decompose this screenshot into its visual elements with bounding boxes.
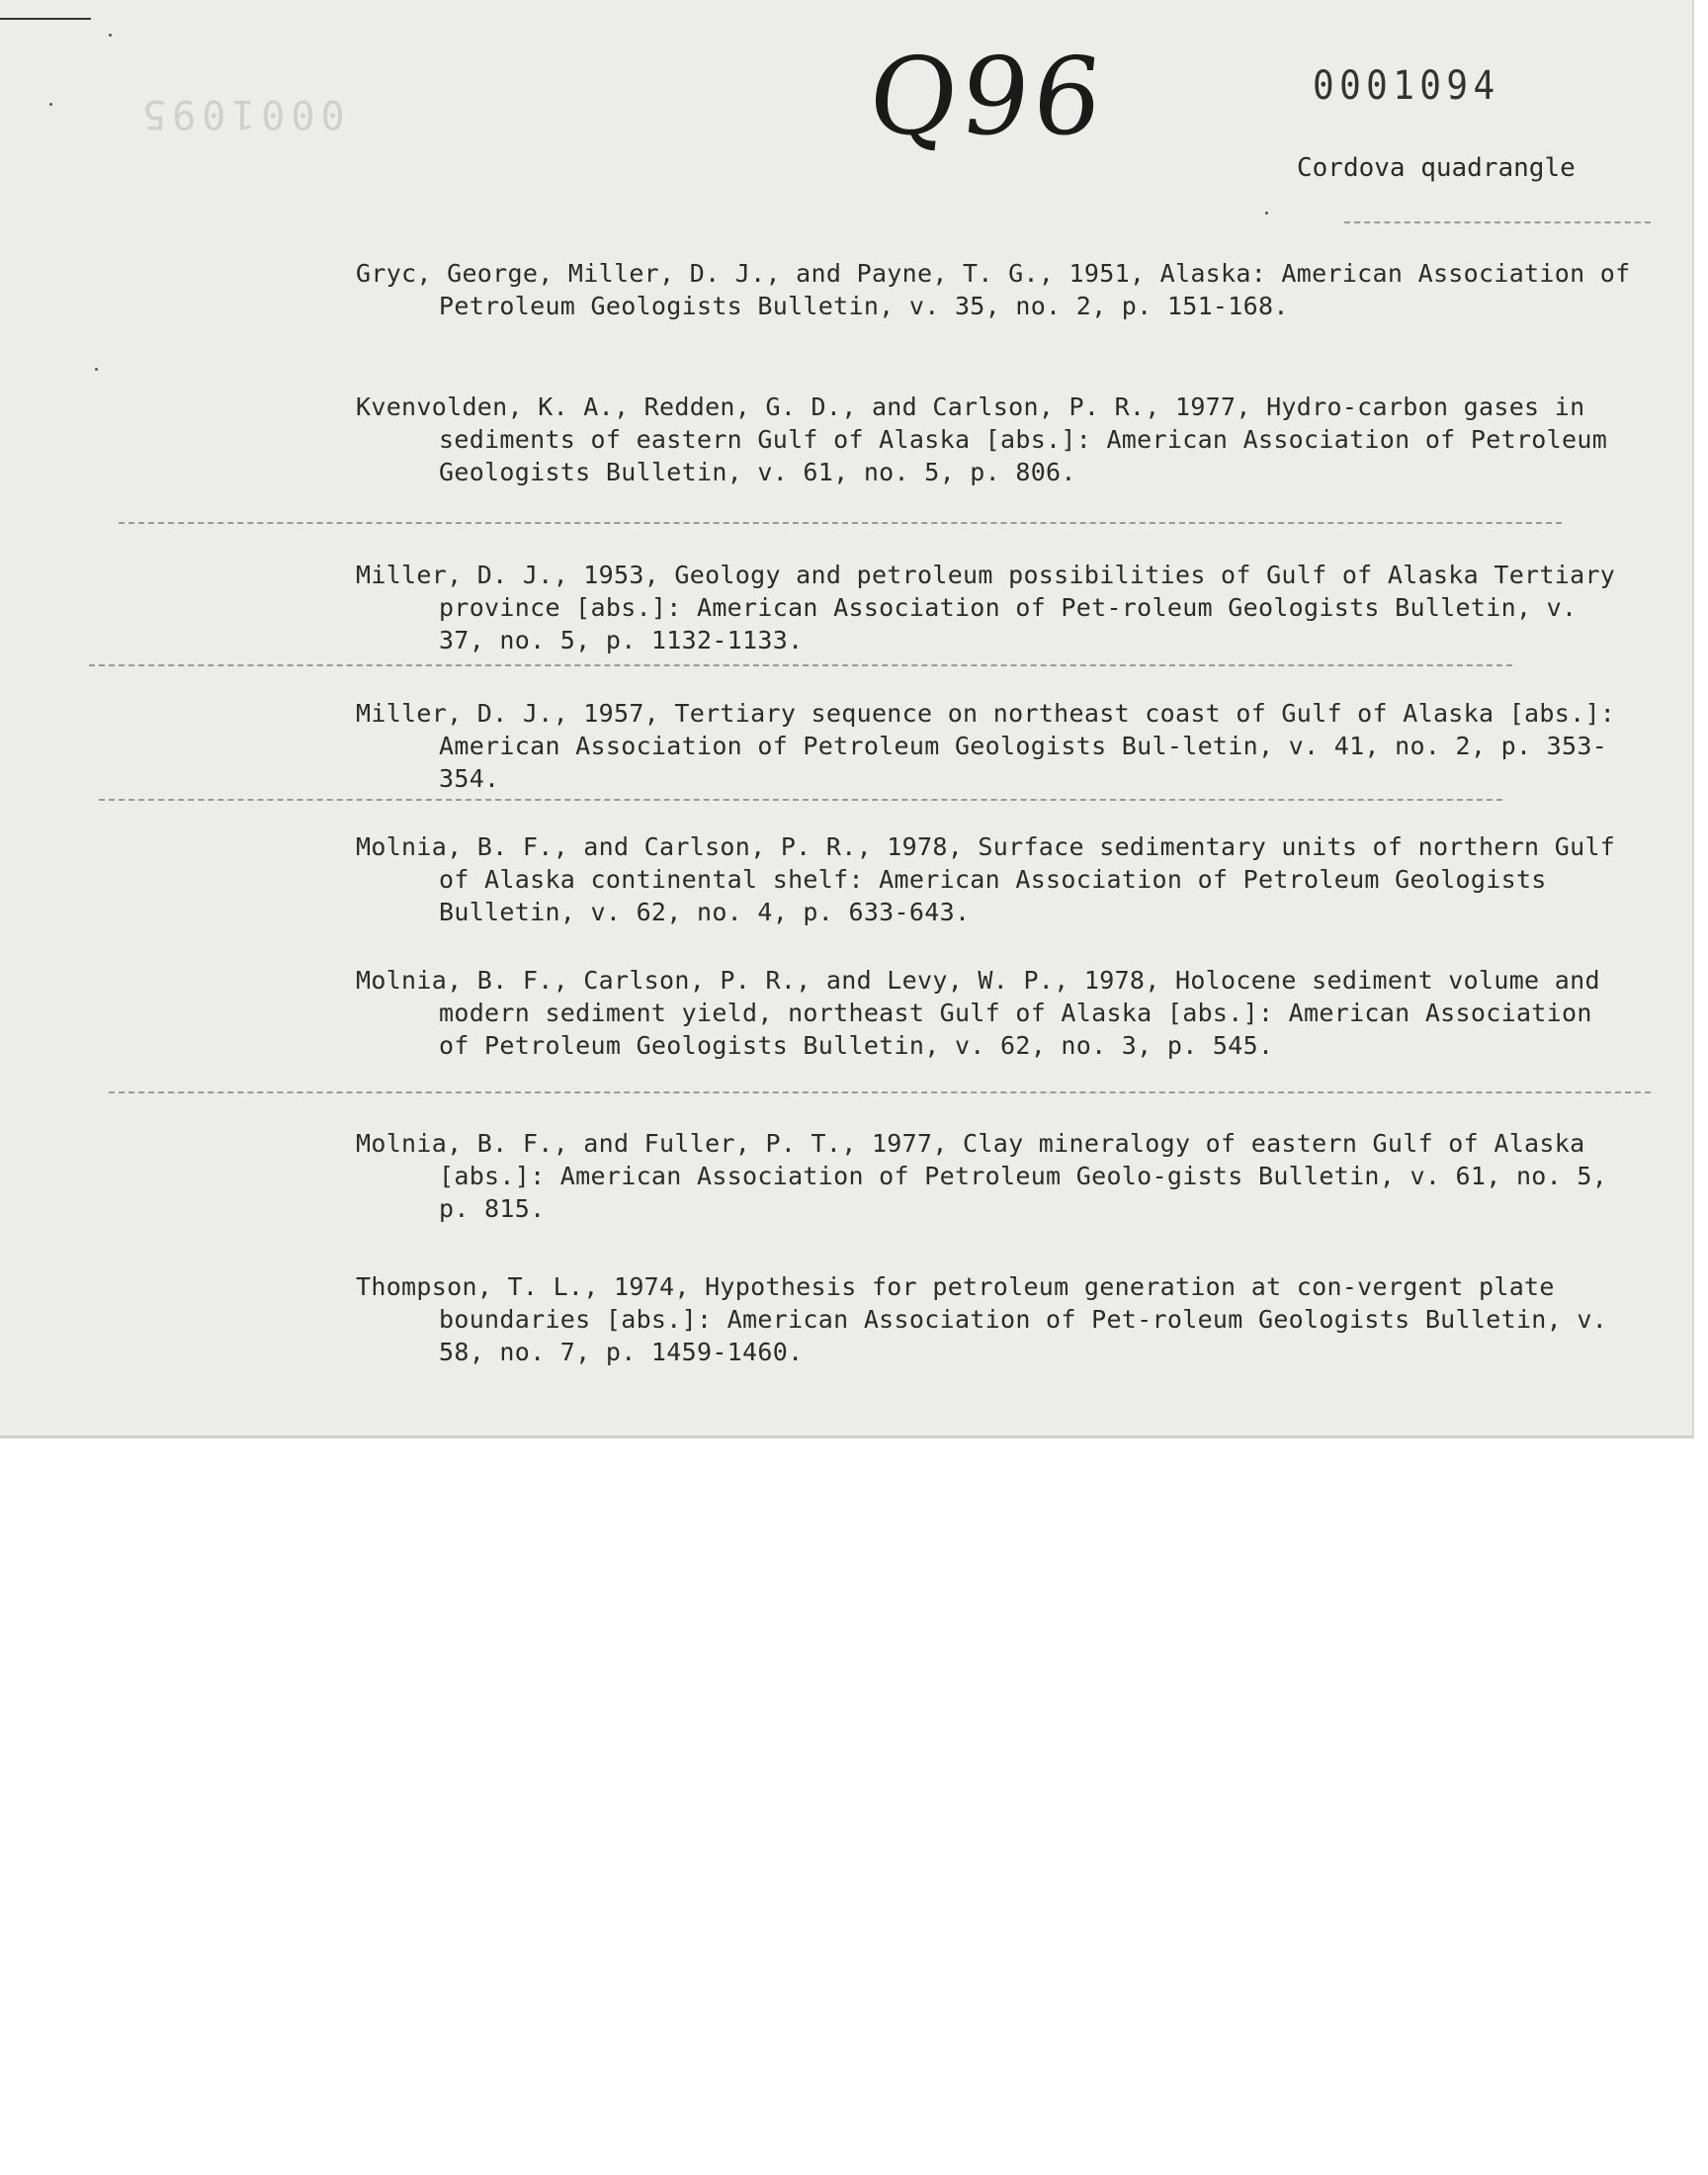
- scan-speck: [95, 368, 98, 371]
- reference-entry: Molnia, B. F., and Fuller, P. T., 1977, Clay mineralogy of eastern Gulf of Alaska [abs.]: American Association of Petroleum Geolo-gists Bulletin, v. 61, no. 5, p. 815.: [356, 1129, 1608, 1223]
- handwritten-id: Q96: [863, 36, 1112, 159]
- scan-speck: [1265, 212, 1268, 215]
- scan-speck: [49, 103, 52, 106]
- reference-entry: Kvenvolden, K. A., Redden, G. D., and Carlson, P. R., 1977, Hydro-carbon gases in sediments of eastern Gulf of Alaska [abs.]: American Association of Petroleum Geologists Bulletin, v. 61, no. 5, p. 806.: [356, 392, 1608, 486]
- reference-entry: Thompson, T. L., 1974, Hypothesis for petroleum generation at con-vergent plate boundaries [abs.]: American Association of Pet-roleum Geologists Bulletin, v. 58, no. 7, p. 1459-1460.: [356, 1272, 1608, 1366]
- reference-entry: Miller, D. J., 1953, Geology and petroleum possibilities of Gulf of Alaska Tertiary province [abs.]: American Association of Pet-roleum Geologists Bulletin, v. 37, no. 5, p. 1132-1133.: [356, 561, 1616, 654]
- reference-entry: Molnia, B. F., Carlson, P. R., and Levy, W. P., 1978, Holocene sediment volume and modern sediment yield, northeast Gulf of Alaska [abs.]: American Association of Petroleum Geologists Bulletin, v. 62, no. 3, p. 545.: [356, 966, 1600, 1060]
- scan-speck: [109, 34, 112, 37]
- separator-rule: [109, 1091, 1651, 1093]
- separator-rule: [89, 664, 1512, 666]
- stamp-number: 0001094: [1313, 63, 1500, 109]
- quadrangle-label: Cordova quadrangle: [1297, 153, 1576, 183]
- reference-entry: Miller, D. J., 1957, Tertiary sequence on northeast coast of Gulf of Alaska [abs.]: American Association of Petroleum Geologists Bul-letin, v. 41, no. 2, p. 353-354.: [356, 699, 1616, 793]
- bleed-through-number: 0001095: [136, 91, 345, 136]
- reference-entry: Gryc, George, Miller, D. J., and Payne, T. G., 1951, Alaska: American Association of Petroleum Geologists Bulletin, v. 35, no. 2, p. 151-168.: [356, 259, 1631, 320]
- separator-rule: [119, 522, 1562, 524]
- separator-rule: [1344, 221, 1651, 223]
- separator-rule: [99, 799, 1502, 801]
- scan-edge-line: [0, 18, 91, 20]
- reference-entry: Molnia, B. F., and Carlson, P. R., 1978, Surface sedimentary units of northern Gulf of Alaska continental shelf: American Association of Petroleum Geologists Bulletin, v. 62, no. 4, p. 633-643.: [356, 832, 1616, 926]
